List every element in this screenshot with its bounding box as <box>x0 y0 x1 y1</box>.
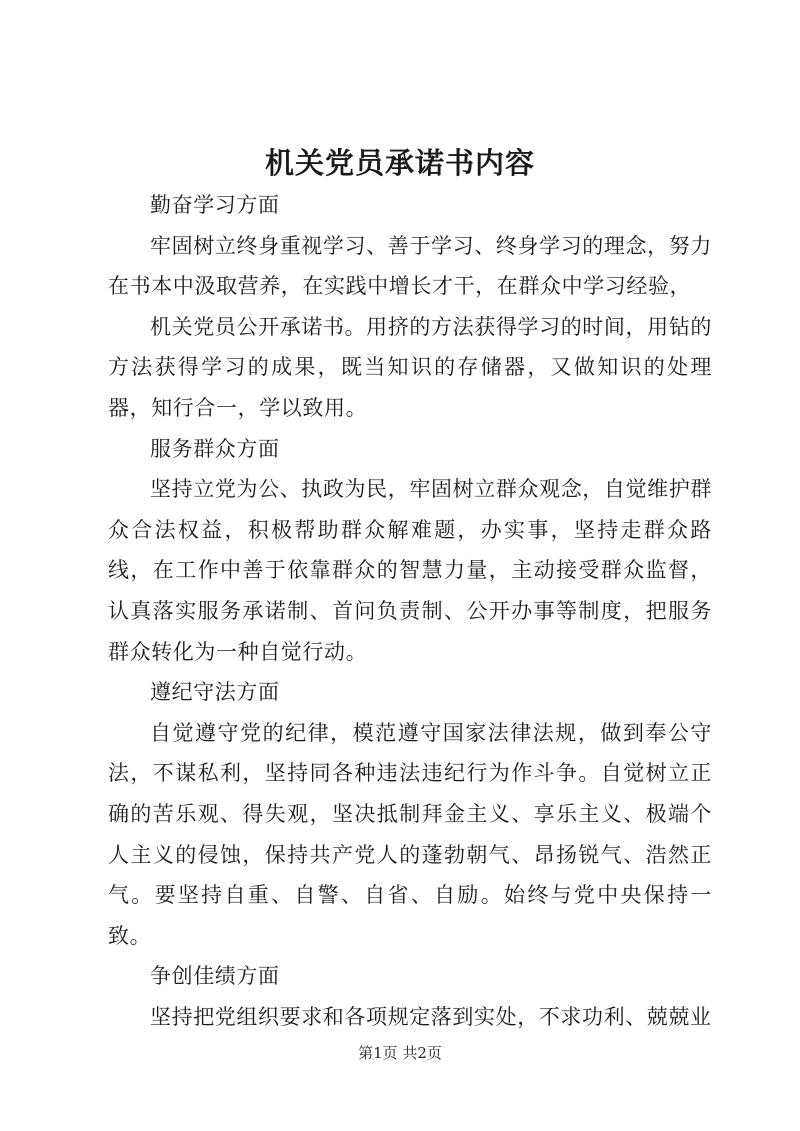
paragraph-study-1: 牢固树立终身重视学习、善于学习、终身学习的理念，努力在书本中汲取营养，在实践中增长才干，在群众中学习经验， <box>108 233 712 299</box>
paragraph-achievement: 坚持把党组织要求和各项规定落到实处，不求功利、兢兢业 <box>150 1004 712 1029</box>
paragraph-study-2: 机关党员公开承诺书。用挤的方法获得学习的时间，用钻的方法获得学习的成果，既当知识的存储器，又做知识的处理器，知行合一，学以致用。 <box>108 314 712 420</box>
paragraph-discipline: 自觉遵守党的纪律，模范遵守国家法律法规，做到奉公守法，不谋私利，坚持同各种违法违纪行为作斗争。自觉树立正确的苦乐观、得失观，坚决抵制拜金主义、享乐主义、极端个人主义的侵蚀，保持共产党人的蓬勃朝气、昂扬锐气、浩然正气。要坚持自重、自警、自省、自励。始终与党中央保持一致。 <box>108 720 712 948</box>
page-footer: 第1页 共2页 <box>358 1044 442 1062</box>
document-title: 机关党员承诺书内容 <box>264 146 535 180</box>
paragraph-service: 坚持立党为公、执政为民，牢固树立群众观念，自觉维护群众合法权益，积极帮助群众解难题，办实事，坚持走群众路线，在工作中善于依靠群众的智慧力量，主动接受群众监督，认真落实服务承诺制、首问负责制、公开办事等制度，把服务群众转化为一种自觉行动。 <box>108 477 712 664</box>
section-heading-achievement: 争创佳绩方面 <box>150 964 280 989</box>
document-body <box>108 185 712 1037</box>
section-heading-discipline: 遵纪守法方面 <box>150 680 280 705</box>
section-heading-service: 服务群众方面 <box>150 436 280 461</box>
section-heading-study: 勤奋学习方面 <box>150 193 280 217</box>
